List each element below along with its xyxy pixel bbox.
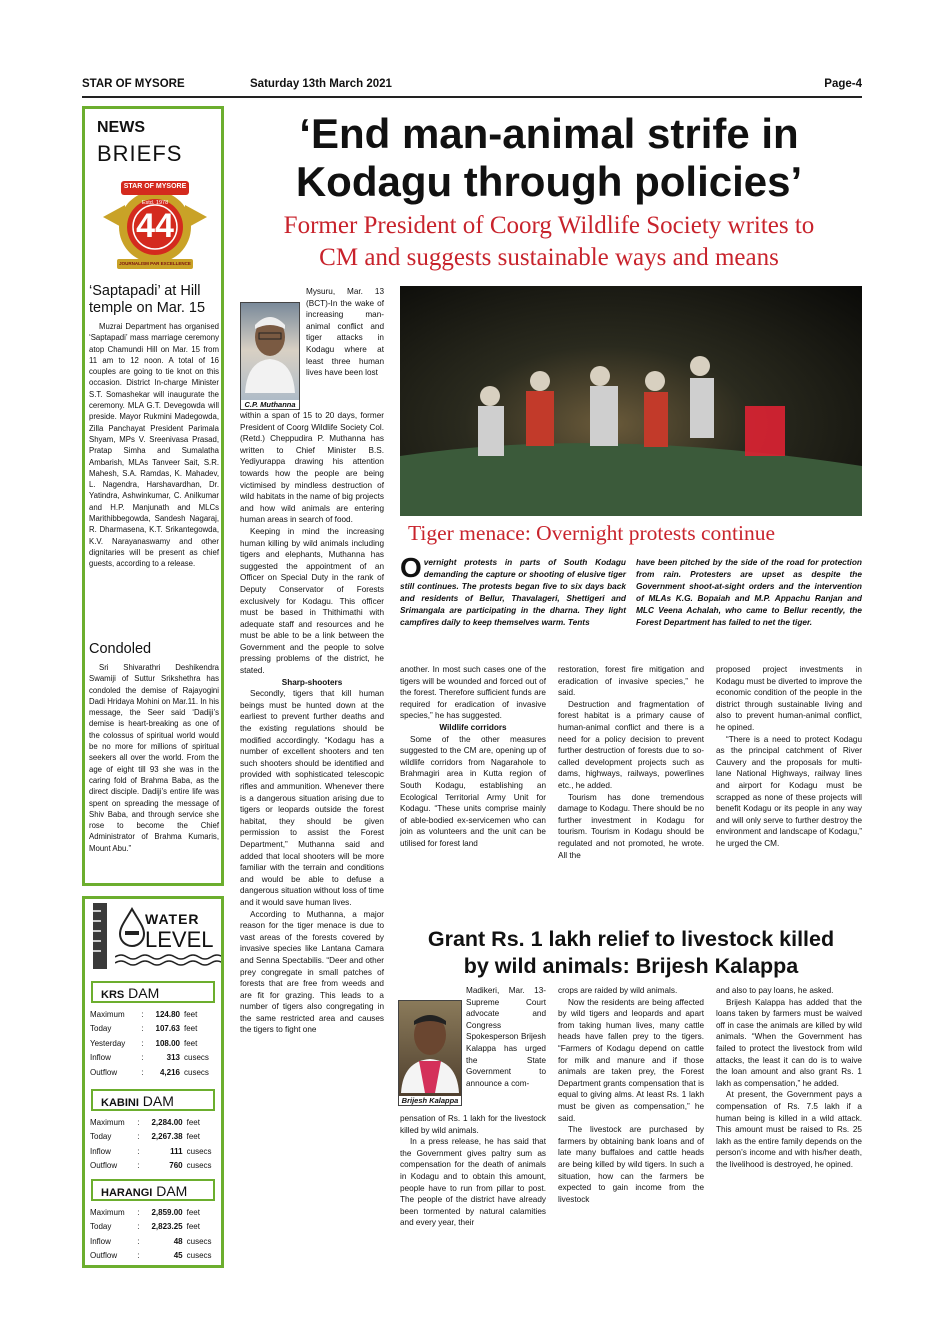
table-row [90,1144,222,1159]
tiger-right: have been pitched by the side of the road for protection from rain. Protesters are upset as despite the Government shoot-at-sight orders and the intervention of MLAs K.G. Bopaiah and M.P. Appachu Ranjan and MLC Veena Achalah, who came to Bellur recently, the Forest Department has failed to net the tiger. [636,557,862,627]
dam-table [90,1007,222,1080]
main-lead-text: Mysuru, Mar. 13 (BCT)-In the wake of increasing man-animal conflict and tiger attacks in Kodagu where at least three human lives have been lost [306,287,384,378]
page-header [82,78,862,94]
table-row [90,1036,222,1051]
table-row [90,1022,222,1037]
table-row [90,1130,222,1145]
brief2-body: Sri Shivarathri Deshikendra Swamiji of Suttur Srikshethra has condoled the demise of Rajayogini Dadi Hridaya Mohini on Mar.11. In his message, the Seer said ‘Dadiji’s demise is heart-breaking as one of the colossus of spiritual world would be no more for millions of spiritual seekers all over the world. From the age of eight till 93 she was in the caring fold of Brahma Baba, as the direct disciple. Dadiji’s entire life was spent on spreading the message of Shiv Baba, and through service she rose to become the Chief Administrator of Brahma Kumaris, Mount Abu.” [89,663,219,853]
main-col3-p1: restoration, forest fire mitigation and eradication of invasive species,” he said. [558,665,704,698]
relief-col1-p2: In a press release, he has said that the Government gives paltry sum as compensation for the death of animals in Kodagu and to obtain this amount, people have to run from pillar to post. The people of the district have already been tormented by natural calamities and every year, their [400,1137,546,1228]
logo-bottom-text: JOURNALISM PAR EXCELLENCE [119,261,191,266]
relief-col1 [400,1113,546,1229]
water-title-bottom: LEVEL [145,927,214,952]
table-row [90,1115,222,1130]
main-subhead-line2: CM and suggests sustainable ways and means [319,244,779,271]
main-subhead [236,210,862,274]
dam-header [91,981,215,1003]
row-label: Maximum [90,1207,125,1217]
main-col3-p3: Tourism has done tremendous damage to Kodagu. There should be no further investment in Kodagu for tourism. Tourism in Kodagu should be regulated and not promoted, he wrote. All the [558,792,704,860]
subhead-sharp-shooters: Sharp-shooters [281,677,343,687]
row-value: 2,823.25 [151,1222,183,1232]
relief-col2-p3: The livestock are purchased by farmers by obtaining bank loans and of late many buffaloes and cattle heads are being killed by wild tigers. In such a situation, how can the farmers be expected to gain income from the livestock [558,1125,704,1204]
header-rule [82,96,862,98]
row-value: 107.63 [155,1024,180,1034]
main-p1: within a span of 15 to 20 days, former President of Coorg Wildlife Society Col. (Retd.) Cheppudira P. Muthanna has written to Chief Minister B.S. Yediyurappa drawing his attention towards how the people are being victimised by mindless destruction of wild habitats in the name of big projects and how wild animals are entering human areas in search of food. [240,411,384,525]
main-col3-p2: Destruction and fragmentation of forest habitat is a primary cause of human-animal conflict and there is a need for a policy decision to prevent further destruction of forests due to so-called development projects such as dams, highways, railways, powerlines etc., he added. [558,699,704,790]
row-label: Outflow [90,1067,118,1077]
main-col1 [240,410,384,1036]
row-unit: cusecs [186,1251,212,1261]
main-col4-p2: “There is a need to protect Kodagu as the principal catchment of River Cauvery and the proposals for multi-lane National Highways, railway lines and airport for Kodagu must be scrapped as none of these projects will benefit Kodagu or its people in any way and will only serve to further destroy the environment and landscape of Kodagu,” he urged the CM. [716,734,862,848]
relief-headline-line2: by wild animals: Brijesh Kalappa [463,954,799,978]
table-row [90,1007,222,1022]
water-level-box [82,896,224,1268]
photo-wrap-spacer [250,286,306,406]
row-colon: : [137,1132,140,1142]
row-colon: : [141,1009,144,1019]
relief-col1-lead [406,985,546,1109]
row-label: Maximum [90,1117,125,1127]
brief2-headline: Condoled [89,641,152,657]
tiger-headline: Tiger menace: Overnight protests continue [408,521,776,545]
dam-block-krs [85,975,221,1080]
news-briefs-box [82,106,224,886]
logo-est-text: Estd. 1978 [141,200,169,206]
subhead-wildlife-corridors: Wildlife corridors [439,722,507,732]
main-p3: Secondly, tigers that kill human beings must be hunted down at the earliest to prevent further deaths and the existing regulations should be modified accordingly. “Kodagu has a number of excellent shooters and ten such shooters should be identified and provided with sophisticated telescopic rifles and ammunition. Whenever there is a dangerous situation arising due to tigers or leopards outside the forest habitat, they should be given permission to assist the Forest Department,” Muthanna said and added that local shooters will be more familiar with the terrain and conditions and would be able to defuse a dangerous situation without loss of time and it would save human lives. [240,689,384,907]
table-row [90,1065,222,1080]
table-row [90,1234,222,1249]
dam-code: HARANGI [101,1187,153,1199]
photo-wrap-spacer [406,985,466,1109]
wave-decoration [115,953,221,967]
dam-block-harangi [85,1173,221,1263]
dam-label: DAM [156,1183,188,1199]
row-colon: : [137,1146,140,1156]
table-row [90,1159,222,1174]
brief1-headline: ‘Saptapadi’ at Hill temple on Mar. 15 [89,283,206,316]
row-label: Outflow [90,1161,118,1171]
table-row [90,1051,222,1066]
dam-header [91,1089,215,1111]
row-value: 4,216 [159,1067,180,1077]
main-p4: According to Muthanna, a major reason for the tiger menace is due to vast areas of the forests covered by invasive species like Lantana Camara and Senna Spectabilis. “Deer and other prey congregate in small patches of forests that are free from weeds and are fit for grazing. This leads to a number of tigers also congregating in the same restricted area and causes the tigers to fight one [240,909,384,1035]
row-value: 313 [166,1053,180,1063]
main-col2-p2: Some of the other measures suggested to the CM are, opening up of wildlife corridors from Nagarahole to Brahmagiri area in Kutta region of South Kodagu, establishing an Ecological Territorial Army Unit for Kodagu. “These units comprise mainly of able-bodied ex-servicemen who can join as volunteers and the unit can be utilised for forest land [400,734,546,848]
dam-table [90,1205,222,1263]
main-headline [236,110,862,206]
relief-col3-p2: Brijesh Kalappa has added that the loans taken by farmers must be waived off in case the animals are killed by wild animals. “When the Government has failed to protect the livestock from wild attacks, the least it can do is to waive the loan amount and also grant Rs. 1 lakh as compensation,” he added. [716,997,862,1088]
briefs-title-top: NEWS [97,119,145,136]
briefs-title-bottom: BRIEFS [97,141,183,166]
main-col4 [716,664,862,850]
dam-code: KRS [101,989,125,1001]
row-colon: : [137,1207,140,1217]
relief-lead-text: Madikeri, Mar. 13- Supreme Court advocate and Congress Spokesperson Brijesh Kalappa has urged the State Government to announce a com- [466,986,546,1088]
main-headline-line2: Kodagu through policies’ [295,158,803,205]
row-colon: : [141,1067,144,1077]
row-value: 2,859.00 [151,1207,183,1217]
row-unit: cusecs [184,1067,209,1077]
dam-block-kabini [85,1083,221,1173]
row-colon: : [141,1024,144,1034]
row-unit: feet [186,1207,200,1217]
table-row [90,1220,222,1235]
muthanna-caption: C.P. Muthanna [241,400,299,409]
row-unit: cusecs [186,1236,212,1246]
relief-col3 [716,985,862,1171]
row-colon: : [141,1038,144,1048]
row-colon: : [137,1117,140,1127]
dam-code: KABINI [101,1097,139,1109]
row-label: Today [90,1024,112,1034]
row-label: Yesterday [90,1038,126,1048]
tiger-dropcap: O [400,552,422,583]
relief-col2-p2: Now the residents are being affected by wild tigers and leopards and apart from taking human lives, many cattle heads have fallen prey to the tigers. “Farmers of Kodagu depend on cattle for milk and manure and if those animals are taken prey, the Forest Department grants compensation that is equal to giving alms. At least Rs. 1 lakh must be given as compensation,” he said. [558,997,704,1123]
row-label: Inflow [90,1053,111,1063]
relief-col2 [558,985,704,1205]
row-value: 108.00 [155,1038,180,1048]
main-subhead-line1: Former President of Coorg Wildlife Society writes to [283,212,815,239]
water-title-top: WATER [145,911,200,927]
row-unit: cusecs [186,1146,212,1156]
relief-col3-p3: At present, the Government pays a compensation of Rs. 7.5 lakh if a human being is killed in a wild attack. This amount must be raised to Rs. 25 lakh as the entire family depends on the person’s income and with his/her death, the livelihood is destroyed, he opined. [716,1090,862,1169]
main-col1-lead [250,286,384,406]
relief-col3-p1: and also to pay loans, he asked. [716,986,834,995]
main-col2-p1: another. In most such cases one of the tigers will be wounded and forced out of the forest. Therefore sufficient funds are required for eradication of invasive species,” he has suggested. [400,665,546,721]
anniversary-logo [95,177,215,277]
row-unit: feet [186,1117,200,1127]
water-drop-icon [117,907,147,947]
main-col3 [558,664,704,861]
page-number: Page-4 [824,78,862,90]
protest-photo [400,286,862,516]
row-value: 111 [170,1146,183,1156]
dam-table [90,1115,222,1173]
main-p2: Keeping in mind the increasing human killing by wild animals including tigers and elephants, Muthanna has suggested the appointment of an Officer on Special Duty in the rank of Deputy Conservator of Forests exclusively for Kodagu. This officer must be based in Thithimathi with adequate staff and resources and he must be able to be a link between the Government and the people to solve pressing problems of the district, he stated. [240,526,384,676]
dam-label: DAM [142,1093,174,1109]
row-colon: : [137,1222,140,1232]
row-label: Maximum [90,1009,125,1019]
row-unit: feet [184,1024,198,1034]
table-row [90,1205,222,1220]
dam-header [91,1179,215,1201]
brief1-body: Muzrai Department has organised ‘Saptapadi’ mass marriage ceremony atop Chamundi Hill on Mar. 15 from 11 am to 12 noon. A total of 16 couples are going to tie knot on this occasion. District In-charge Minister S.T. Somashekar will inaugurate the ceremony. MLA G.T. Devegowda will preside. Mayor Rukmini Madegowda, Zilla Panchayat President Parimala Shyam, MPs V. Sreenivasa Prasad, Pratap Simha and Sumalatha Ambarish, MLAs Tanveer Sait, S.R. Mahesh, S.A. Ramdas, K. Mahadev, L. Nagendra, Harshavardhan, Dr. Yatindra, Ashwinkumar, C. Anilkumar and H.P. Manjunath and MLCs Marithibbegowda, Sandesh Nagaraj, R. Dharmasena, K.T. Srikantegowda, K.V. Narayanaswamy and other dignitaries will be present as chief guests, according to a release. [89,322,219,569]
main-headline-line1: ‘End man-animal strife in [299,110,799,157]
row-value: 2,267.38 [151,1132,183,1142]
row-label: Outflow [90,1251,118,1261]
issue-date: Saturday 13th March 2021 [250,78,392,90]
row-colon: : [137,1251,140,1261]
row-value: 48 [173,1236,183,1246]
row-colon: : [137,1236,140,1246]
gauge-icon [91,903,117,969]
row-label: Inflow [90,1236,111,1246]
main-col2 [400,664,546,850]
relief-col1-p1: pensation of Rs. 1 lakh for the livestock killed by wild animals. [400,1114,546,1135]
row-value: 124.80 [155,1009,180,1019]
row-value: 45 [173,1251,183,1261]
table-row [90,1249,222,1264]
row-label: Inflow [90,1146,111,1156]
row-colon: : [137,1161,140,1171]
row-value: 760 [169,1161,183,1171]
row-colon: : [141,1053,144,1063]
logo-top-text: STAR OF MYSORE [123,183,187,190]
row-unit: cusecs [186,1161,212,1171]
row-label: Today [90,1132,112,1142]
relief-col2-p1: crops are raided by wild animals. [558,986,678,995]
kalappa-caption: Brijesh Kalappa [399,1096,461,1105]
logo-number: 44 [136,207,174,245]
row-unit: feet [184,1038,198,1048]
tiger-left-text: vernight protests in parts of South Kodagu demanding the capture or shooting of elusive tiger still continues. The protests began five to six days back and residents of Bellur, Thavalageri, Shettigeri and Srimangala are participating in the dharna. They light campfires daily to keep themselves warm. Tents [400,557,626,627]
row-unit: feet [186,1222,200,1232]
tiger-left [400,552,626,628]
main-col4-p1: proposed project investments in Kodagu must be diverted to improve the economic condition of the people in the district through sustainable living and also to prevent human-animal conflict, he opined. [716,665,862,732]
paper-name: STAR OF MYSORE [82,78,185,90]
row-unit: cusecs [184,1053,209,1063]
row-unit: feet [186,1132,200,1142]
relief-headline [400,926,862,980]
relief-headline-line1: Grant Rs. 1 lakh relief to livestock killed [427,927,835,951]
row-label: Today [90,1222,112,1232]
row-value: 2,284.00 [151,1117,183,1127]
row-unit: feet [184,1009,198,1019]
dam-label: DAM [128,985,160,1001]
